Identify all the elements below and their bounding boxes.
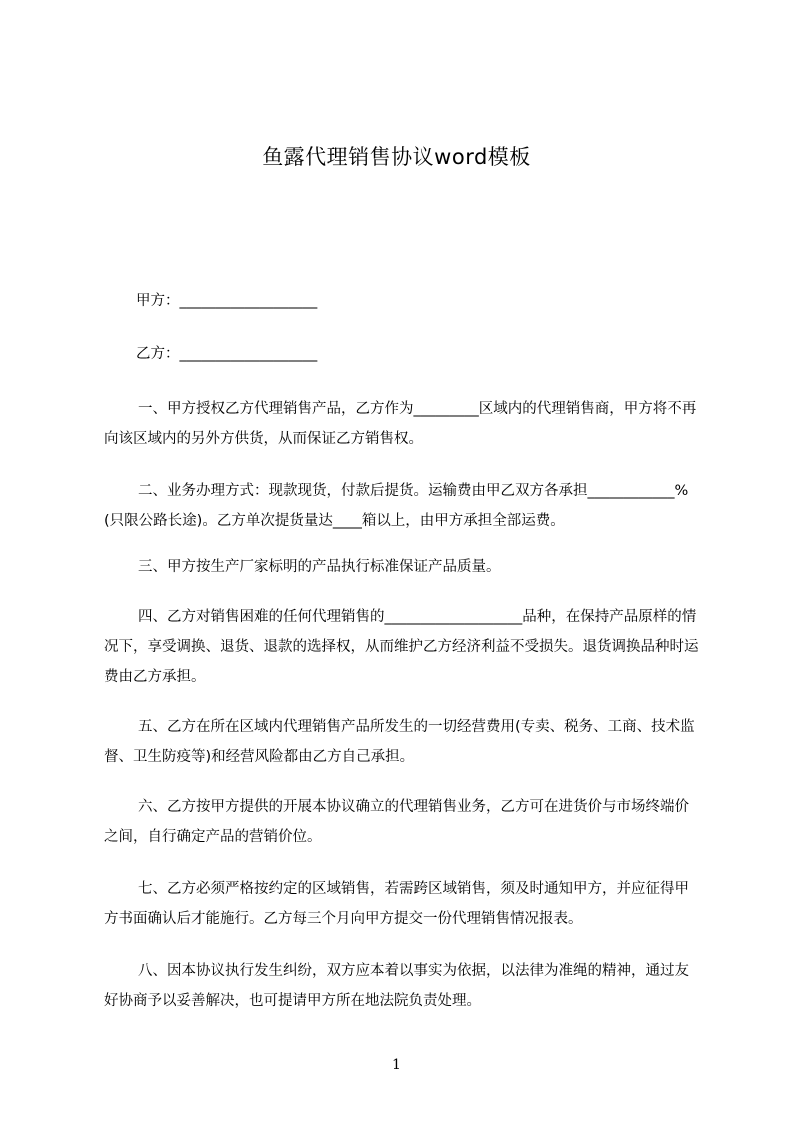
party-b-line: 乙方：___________________: [136, 346, 318, 362]
party-a-line: 甲方：___________________: [136, 293, 318, 309]
clause-8: 八、因本协议执行发生纠纷，双方应本着以事实为依据，以法律为准绳的精神，通过友好协商予以妥善解决，也可提请甲方所在地法院负责处理。: [104, 963, 689, 1009]
clause-2: 二、业务办理方式：现款现货，付款后提货。运输费由甲乙双方各承担____________%(只限公路长途)。乙方单次提货量达____箱以上，由甲方承担全部运费。: [104, 483, 689, 529]
document-title: 鱼露代理销售协议word模板: [262, 145, 531, 169]
page-number: 1: [392, 1057, 401, 1073]
clause-5: 五、乙方在所在区域内代理销售产品所发生的一切经营费用(专卖、税务、工商、技术监督、卫生防疫等)和经营风险都由乙方自己承担。: [104, 719, 695, 765]
clause-7: 七、乙方必须严格按约定的区域销售，若需跨区域销售，须及时通知甲方，并应征得甲方书面确认后才能施行。乙方每三个月向甲方提交一份代理销售情况报表。: [104, 881, 689, 927]
clause-3: 三、甲方按生产厂家标明的产品执行标准保证产品质量。: [138, 559, 501, 575]
clause-4: 四、乙方对销售困难的任何代理销售的___________________品种，在保持产品原样的情况下，享受调换、退货、退款的选择权，从而维护乙方经济利益不受损失。退货调换品种时运费由乙方承担。: [104, 609, 699, 685]
clause-6: 六、乙方按甲方提供的开展本协议确立的代理销售业务，乙方可在进货价与市场终端价之间，自行确定产品的营销价位。: [104, 799, 689, 845]
clause-1: 一、甲方授权乙方代理销售产品，乙方作为_________区域内的代理销售商，甲方将不再向该区域内的另外方供货，从而保证乙方销售权。: [104, 401, 697, 447]
